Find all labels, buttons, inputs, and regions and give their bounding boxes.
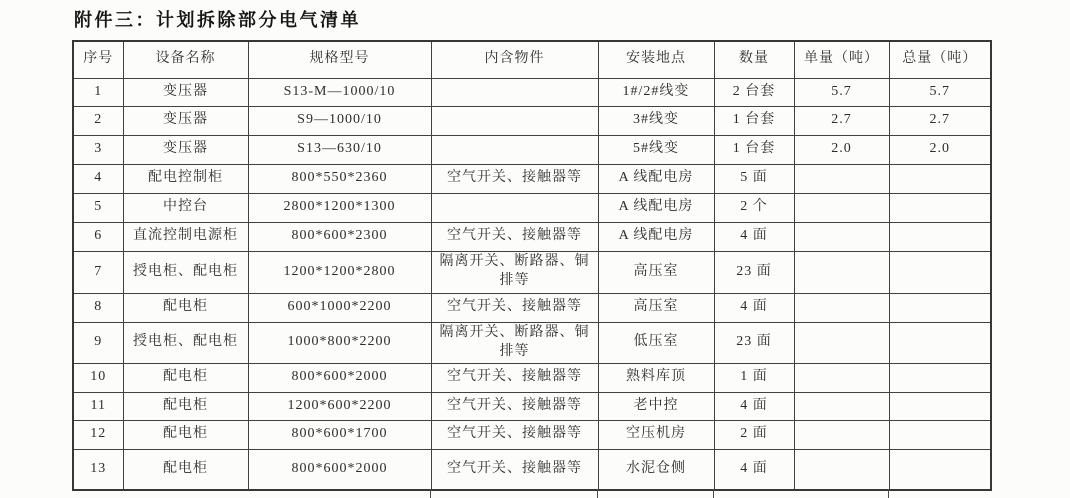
table-cell: 配电柜 <box>123 420 248 449</box>
table-cell: 直流控制电源柜 <box>123 222 248 251</box>
table-cell: 4 <box>73 164 123 193</box>
table-cell <box>889 392 991 420</box>
table-cell: 800*600*2000 <box>248 449 431 490</box>
table-cell: 空气开关、接触器等 <box>431 420 598 449</box>
table-cell: S13—630/10 <box>248 135 431 164</box>
table-cell <box>431 135 598 164</box>
table-cell: 5 面 <box>714 164 794 193</box>
table-cell: 隔离开关、断路器、铜排等 <box>431 322 598 363</box>
table-cell: 800*600*1700 <box>248 420 431 449</box>
header-row <box>73 41 991 78</box>
cutoff-row-border-stub <box>888 489 889 498</box>
table-cell: 2800*1200*1300 <box>248 193 431 222</box>
table-cell: 2 面 <box>714 420 794 449</box>
table-cell: 空气开关、接触器等 <box>431 363 598 392</box>
table-cell: 变压器 <box>123 78 248 106</box>
table-row <box>73 222 991 251</box>
table-cell <box>794 251 889 293</box>
column-header-quantity: 数量 <box>714 41 794 78</box>
table-cell <box>431 193 598 222</box>
table-row <box>73 293 991 322</box>
column-header-index: 序号 <box>73 41 123 78</box>
table-cell: 8 <box>73 293 123 322</box>
table-cell: 1200*1200*2800 <box>248 251 431 293</box>
table-cell <box>794 193 889 222</box>
table-cell: 5.7 <box>889 78 991 106</box>
table-cell: 2 台套 <box>714 78 794 106</box>
table-body <box>73 78 991 490</box>
table-cell: 2.0 <box>794 135 889 164</box>
table-cell: 老中控 <box>598 392 714 420</box>
table-cell: 7 <box>73 251 123 293</box>
table-cell: 熟料库顶 <box>598 363 714 392</box>
table-row <box>73 392 991 420</box>
table-cell: 变压器 <box>123 106 248 135</box>
cutoff-row-border-stub <box>713 489 714 498</box>
table-cell: 4 面 <box>714 293 794 322</box>
table-cell: 空气开关、接触器等 <box>431 164 598 193</box>
table-cell <box>794 392 889 420</box>
table-cell <box>889 164 991 193</box>
table-cell: 1200*600*2200 <box>248 392 431 420</box>
table-cell: 12 <box>73 420 123 449</box>
table-cell: 配电柜 <box>123 449 248 490</box>
table-cell: A 线配电房 <box>598 164 714 193</box>
table-cell: 5 <box>73 193 123 222</box>
column-header-name: 设备名称 <box>123 41 248 78</box>
table-cell: S13-M—1000/10 <box>248 78 431 106</box>
table-row <box>73 363 991 392</box>
table-cell <box>794 363 889 392</box>
column-header-total-weight: 总量（吨） <box>889 41 991 78</box>
table-cell: 1000*800*2200 <box>248 322 431 363</box>
table-cell <box>794 293 889 322</box>
table-cell: 2.7 <box>794 106 889 135</box>
table-cell <box>431 78 598 106</box>
table-cell: 9 <box>73 322 123 363</box>
table-cell: 1 台套 <box>714 106 794 135</box>
column-header-spec: 规格型号 <box>248 41 431 78</box>
column-header-unit-weight: 单量（吨） <box>794 41 889 78</box>
table-cell: 中控台 <box>123 193 248 222</box>
table-cell: 配电柜 <box>123 293 248 322</box>
table-cell: 空气开关、接触器等 <box>431 392 598 420</box>
table-row <box>73 420 991 449</box>
table-cell: 13 <box>73 449 123 490</box>
column-header-contents: 内含物件 <box>431 41 598 78</box>
table-cell: 水泥仓侧 <box>598 449 714 490</box>
table-cell: 4 面 <box>714 392 794 420</box>
table-cell: 空气开关、接触器等 <box>431 293 598 322</box>
table-cell: 4 面 <box>714 449 794 490</box>
table-cell: 2.0 <box>889 135 991 164</box>
table-cell <box>889 222 991 251</box>
table-cell: 授电柜、配电柜 <box>123 322 248 363</box>
table-cell <box>889 322 991 363</box>
table-cell <box>889 449 991 490</box>
table-row <box>73 322 991 363</box>
equipment-table <box>72 40 992 491</box>
table-cell: 11 <box>73 392 123 420</box>
table-cell: 3 <box>73 135 123 164</box>
table-cell: 6 <box>73 222 123 251</box>
table-cell: 配电控制柜 <box>123 164 248 193</box>
table-row <box>73 78 991 106</box>
table-cell <box>889 363 991 392</box>
table-cell: 授电柜、配电柜 <box>123 251 248 293</box>
table-cell: 配电柜 <box>123 363 248 392</box>
table-row <box>73 251 991 293</box>
table-row <box>73 164 991 193</box>
table-cell: 1#/2#线变 <box>598 78 714 106</box>
table-cell: 空压机房 <box>598 420 714 449</box>
table-cell: A 线配电房 <box>598 222 714 251</box>
table-cell <box>889 251 991 293</box>
table-cell <box>794 222 889 251</box>
table-cell <box>794 164 889 193</box>
table-cell: 800*600*2300 <box>248 222 431 251</box>
table-cell: 5#线变 <box>598 135 714 164</box>
page-title: 附件三：计划拆除部分电气清单 <box>74 10 361 30</box>
table-cell: 23 面 <box>714 251 794 293</box>
table-cell: 低压室 <box>598 322 714 363</box>
table-cell: 空气开关、接触器等 <box>431 449 598 490</box>
cutoff-row-border-stub <box>430 489 431 498</box>
table-cell: 2.7 <box>889 106 991 135</box>
table-cell <box>794 322 889 363</box>
table-cell: 变压器 <box>123 135 248 164</box>
table-cell: 空气开关、接触器等 <box>431 222 598 251</box>
table-cell <box>889 193 991 222</box>
table-cell: S9—1000/10 <box>248 106 431 135</box>
table-cell: 10 <box>73 363 123 392</box>
table-cell: 1 <box>73 78 123 106</box>
table-row <box>73 449 991 490</box>
table-row <box>73 193 991 222</box>
column-header-location: 安装地点 <box>598 41 714 78</box>
table-cell: 5.7 <box>794 78 889 106</box>
table-cell: 3#线变 <box>598 106 714 135</box>
table-cell: 高压室 <box>598 251 714 293</box>
table-cell: 4 面 <box>714 222 794 251</box>
table-cell <box>889 293 991 322</box>
table-cell <box>794 449 889 490</box>
table-cell: 隔离开关、断路器、铜排等 <box>431 251 598 293</box>
table-cell: A 线配电房 <box>598 193 714 222</box>
table-cell: 1 面 <box>714 363 794 392</box>
table-cell: 2 个 <box>714 193 794 222</box>
cutoff-row-border-stub <box>597 489 598 498</box>
table-cell: 配电柜 <box>123 392 248 420</box>
table-cell <box>794 420 889 449</box>
table-row <box>73 106 991 135</box>
table-cell: 800*550*2360 <box>248 164 431 193</box>
table-cell: 高压室 <box>598 293 714 322</box>
table-cell: 600*1000*2200 <box>248 293 431 322</box>
table-cell: 23 面 <box>714 322 794 363</box>
table-cell: 2 <box>73 106 123 135</box>
table-cell: 800*600*2000 <box>248 363 431 392</box>
table-row <box>73 135 991 164</box>
table-cell: 1 台套 <box>714 135 794 164</box>
table-cell <box>889 420 991 449</box>
table-cell <box>431 106 598 135</box>
